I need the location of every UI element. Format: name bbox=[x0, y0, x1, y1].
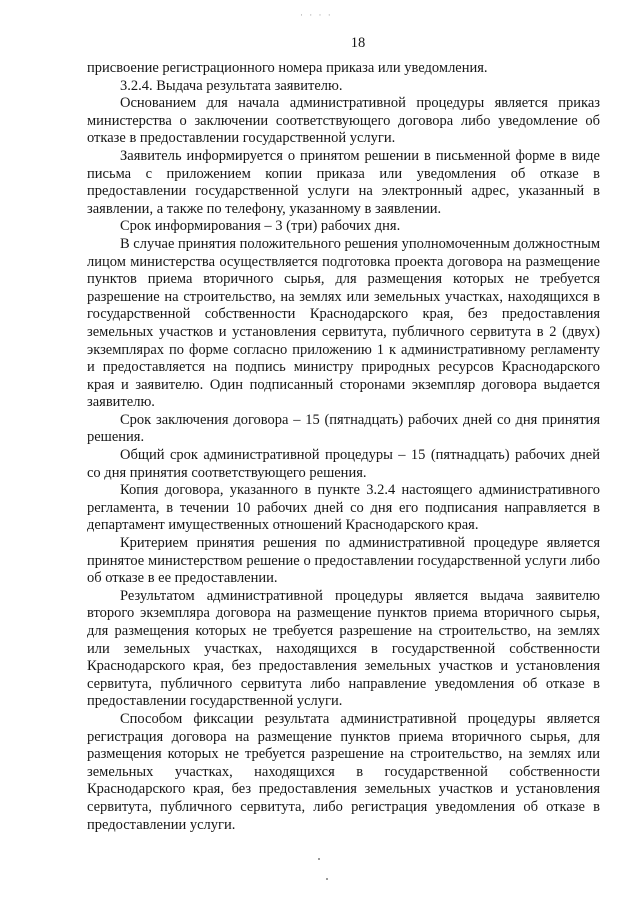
paragraph-contract-copy: Копия договора, указанного в пункте 3.2.4 настоящего административного регламента, в течении 10 рабочих дней со дня его подписания направляется в департамент имущественных отношений Краснодарского края. bbox=[87, 482, 600, 534]
paragraph-positive-decision: В случае принятия положительного решения уполномоченным должностным лицом министерства осуществляется подготовка проекта договора на размещение пунктов приема вторичного сырья, для размещения которых не требуется разрешение на строительство, на землях или земельных участках, находящихся в государственной собственности Краснодарского края, без предоставления земельных участков и установления сервитута, публичного сервитута в 2 (двух) экземплярах по форме согласно приложению 1 к административному регламенту и предоставляется на подпись министру природных ресурсов Краснодарского края и заявителю. Один подписанный сторонами экземпляр договора выдается заявителю. bbox=[87, 235, 600, 411]
paragraph-procedure-result: Результатом административной процедуры является выдача заявителю второго экземпляра договора на размещение пунктов приема вторичного сырья, для размещения которых не требуется разрешение на строительство, на землях или земельных участках, находящихся в государственной собственности Краснодарского края, без предоставления земельных участков и установления сервитута, публичного сервитута либо направление уведомления об отказе в предоставлении государственной услуги. bbox=[87, 587, 600, 710]
scan-dot bbox=[326, 878, 328, 880]
paragraph-result-recording: Способом фиксации результата административной процедуры является регистрация договора на размещение пунктов приема вторичного сырья, для размещения которых не требуется разрешение на строительство, на землях или земельных участках, находящихся в государственной собственности Краснодарского края, без предоставления земельных участков и установления сервитута, публичного сервитута, либо регистрация уведомления об отказе в предоставлении услуги. bbox=[87, 710, 600, 833]
scan-artifact: · · · · bbox=[300, 10, 333, 20]
paragraph-basis: Основанием для начала административной процедуры является приказ министерства о заключении соответствующего договора либо уведомление об отказе в предоставлении государственной услуги. bbox=[87, 95, 600, 147]
scan-dot bbox=[318, 858, 320, 860]
paragraph-notification-deadline: Срок информирования – 3 (три) рабочих дня. bbox=[120, 218, 401, 235]
document-body bbox=[87, 60, 600, 834]
paragraph-total-deadline: Общий срок административной процедуры – 15 (пятнадцать) рабочих дней со дня принятия соответствующего решения. bbox=[87, 447, 600, 481]
paragraph-section-heading: 3.2.4. Выдача результата заявителю. bbox=[120, 77, 343, 94]
paragraph-decision-criterion: Критерием принятия решения по административной процедуре является принятое министерством решение о предоставлении государственной услуги либо об отказе в ее предоставлении. bbox=[87, 535, 600, 587]
paragraph-notification: Заявитель информируется о принятом решении в письменной форме в виде письма с приложением копии приказа или уведомления об отказе в предоставлении государственной услуги на электронный адрес, указанный в заявлении, а также по телефону, указанному в заявлении. bbox=[87, 147, 600, 217]
page-number: 18 bbox=[350, 35, 366, 51]
paragraph-contract-deadline: Срок заключения договора – 15 (пятнадцать) рабочих дней со дня принятия решения. bbox=[87, 411, 600, 446]
paragraph-continuation: присвоение регистрационного номера приказа или уведомления. bbox=[87, 60, 488, 76]
